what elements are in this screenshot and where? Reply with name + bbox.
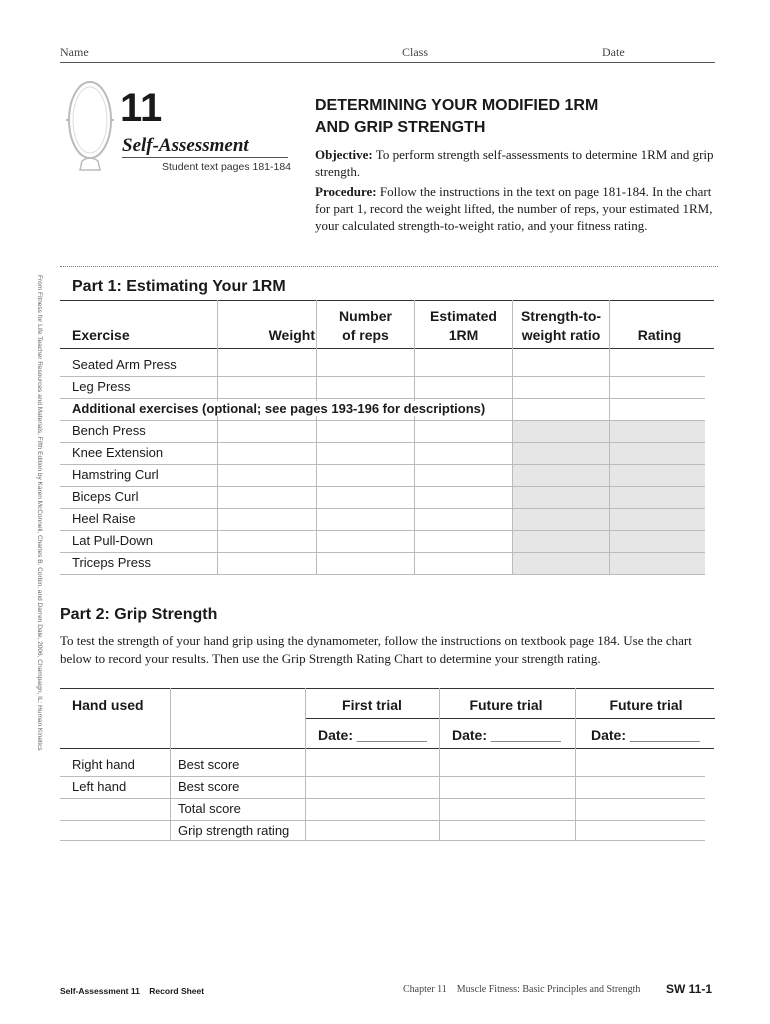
col-exercise: Exercise (72, 327, 130, 343)
sidebar-credit: From Fitness for Life Teacher Resources and Materials, Fifth Edition by Karen McConnell, Charles B. Corbin, and Darren Dale, 2006, Champaign, IL: Human Kinetics (36, 275, 43, 751)
col-future-trial-1: Future trial (469, 697, 543, 713)
section-divider (60, 266, 718, 267)
footer-left: Self-Assessment 11 Record Sheet (60, 986, 205, 996)
date-label: Date (602, 45, 625, 59)
mirror-icon (60, 75, 120, 175)
part1-top-rule (60, 300, 714, 301)
part2-title: Part 2: Grip Strength (60, 606, 218, 623)
hand-left: Left hand (72, 779, 127, 794)
footer-code: SW 11-1 (666, 982, 713, 996)
exercise-hamstring-curl: Hamstring Curl (72, 467, 159, 482)
exercise-bench-press: Bench Press (72, 423, 146, 438)
date-future-2: Date: _________ (591, 727, 700, 743)
self-assessment-title: Self-Assessment (122, 135, 249, 156)
class-label: Class (402, 45, 429, 59)
part2-top-rule (60, 688, 714, 689)
measure-right-best: Best score (178, 757, 240, 772)
exercise-knee-extension: Knee Extension (72, 445, 164, 460)
measure-total: Total score (178, 801, 241, 816)
col-estimated: Estimated 1RM (430, 308, 497, 343)
col-reps: Number of reps (339, 308, 392, 343)
additional-exercises-heading: Additional exercises (optional; see pages 193-196 for descriptions) (72, 401, 489, 416)
exercise-heel-raise: Heel Raise (72, 511, 136, 526)
part1-title: Part 1: Estimating Your 1RM (72, 278, 286, 295)
footer-chapter: Chapter 11 Muscle Fitness: Basic Principles and Strength (403, 984, 641, 995)
col-first-trial: First trial (342, 697, 402, 713)
exercise-seated-arm-press: Seated Arm Press (72, 357, 177, 372)
date-first: Date: _________ (318, 727, 427, 743)
exercise-triceps-press: Triceps Press (72, 555, 151, 570)
exercise-leg-press: Leg Press (72, 379, 131, 394)
date-future-1: Date: _________ (452, 727, 561, 743)
col-weight: Weight (268, 327, 315, 343)
assessment-number: 11 (120, 86, 163, 130)
name-label: Name (60, 45, 89, 59)
col-ratio: Strength-to- weight ratio (520, 308, 602, 343)
exercise-biceps-curl: Biceps Curl (72, 489, 139, 504)
hand-right: Right hand (72, 757, 135, 772)
part1-header-rule (60, 348, 714, 349)
exercise-lat-pull-down: Lat Pull-Down (72, 533, 153, 548)
objective: Objective: To perform strength self-assessments to determine 1RM and grip strength. (315, 147, 714, 179)
part2-intro: To test the strength of your hand grip using the dynamometer, follow the instructions on textbook page 184. Use the chart below to record your results. Then use the Grip Strength Rating Chart to determine your strength rating. (60, 633, 692, 666)
col-rating: Rating (637, 327, 682, 343)
student-pages: Student text pages 181-184 (162, 161, 292, 173)
measure-grip-rating: Grip strength rating (178, 823, 290, 838)
part2-header-rule (60, 748, 714, 749)
procedure: Procedure: Follow the instructions in the text on page 181-184. In the chart for part 1, record the weight lifted, the number of reps, your estimated 1RM, your calculated strength-to-weight ratio, and your fitness rating. (315, 184, 713, 233)
measure-left-best: Best score (178, 779, 240, 794)
badge-rule (122, 157, 288, 158)
page-title: DETERMINING YOUR MODIFIED 1RM AND GRIP STRENGTH (315, 97, 599, 136)
col-future-trial-2: Future trial (609, 697, 683, 713)
col-hand-used: Hand used (72, 697, 144, 713)
header-rule (60, 62, 715, 63)
